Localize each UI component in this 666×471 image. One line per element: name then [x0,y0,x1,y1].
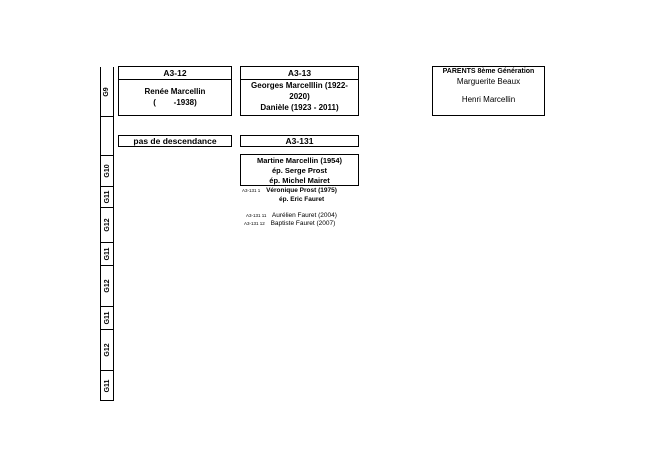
person-box-a3-12 [118,66,232,116]
generation-label: G10 [104,164,112,178]
person-name: Renée Marcellin [144,87,206,96]
person-box-a3-13 [240,66,359,116]
person-name: Martine Marcellin (1954) [256,156,343,165]
generation-cell [101,243,113,266]
child-code: A3-131 12 [244,221,265,226]
person-dates: ( -1938) [153,98,197,107]
child-name: Baptiste Fauret (2007) [270,220,336,227]
parents-father: Henri Marcellin [461,95,516,104]
generation-label: G11 [103,379,111,392]
generation-label: G12 [104,279,112,293]
child-entry [246,212,337,219]
child-name: Véronique Prost (1975) [266,187,337,194]
person-dates: 2020) [289,92,310,101]
spouse-name: ép. Michel Mairet [269,176,330,185]
child-code: A3-131 11 [246,213,267,218]
no-descendants-label: pas de descendance [118,135,232,147]
generation-cell [101,371,113,401]
parents-mother: Marguerite Beaux [456,77,521,86]
child-name: Aurélien Fauret (2004) [271,212,337,219]
spouse-name: ép. Serge Prost [271,166,328,175]
generation-label: G12 [104,218,112,232]
generation-label: G12 [104,343,112,357]
person-box-a3-131 [240,154,359,186]
generation-cell [101,187,113,208]
child-spouse: ép. Eric Fauret [279,196,325,203]
generation-cell [101,67,113,117]
generation-label: G11 [103,190,111,204]
generation-label: G11 [103,247,111,261]
generation-label: G9 [103,86,111,97]
generation-cell [101,156,113,187]
child-entry [242,187,337,194]
parents-box [432,66,545,116]
box-code-a3-131: A3-131 [240,135,359,147]
generation-cell [101,330,113,371]
generation-label: G11 [103,311,111,325]
generation-column [100,67,114,401]
box-code: A3-13 [241,67,358,80]
generation-cell [101,208,113,243]
spouse-name: Danièle (1923 - 2011) [260,103,339,112]
child-code: A3-131 1 [242,188,261,193]
person-name: Georges Marcelllin (1922- [251,81,348,90]
parents-title: PARENTS 8ème Génération [442,68,535,75]
generation-cell [101,307,113,330]
generation-cell [101,266,113,307]
generation-spacer [101,117,113,156]
child-entry [244,220,335,227]
box-code: A3-12 [119,67,231,80]
